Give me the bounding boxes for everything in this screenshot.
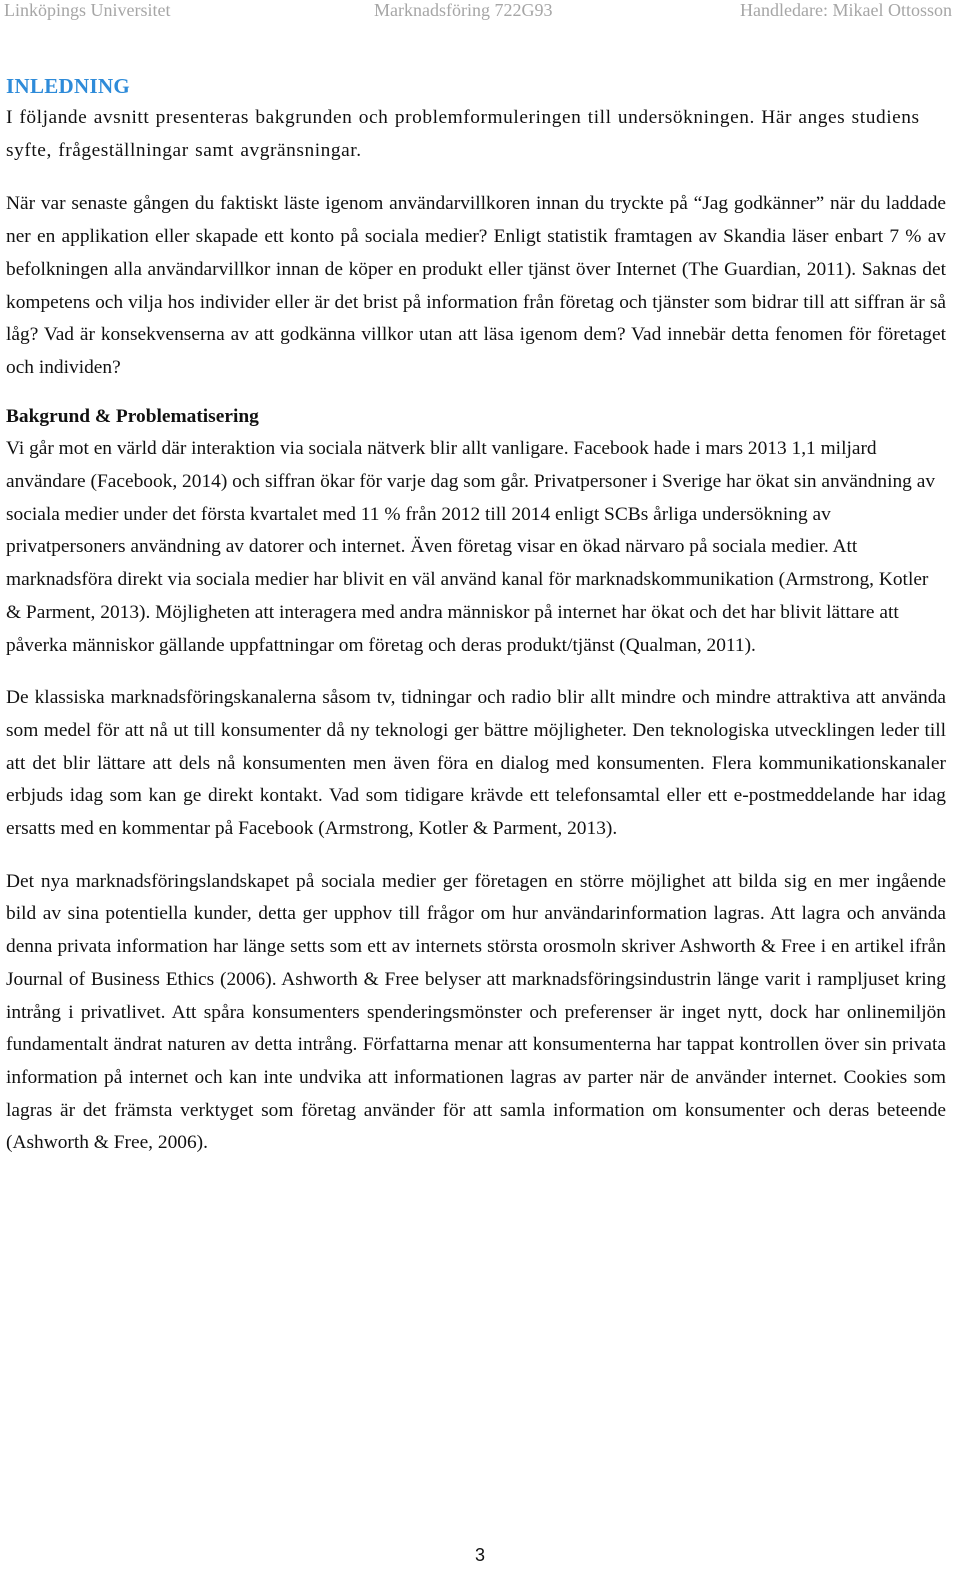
section-heading-bakgrund: Bakgrund & Problematisering	[6, 405, 259, 427]
page-number: 3	[474, 1545, 485, 1565]
paragraph-2: Vi går mot en värld där interaktion via sociala nätverk blir allt vanligare. Facebook hade i mars 2013 1,1 miljard användare (Facebook, 2014) och siffran ökar för varje dag som går. Privatpersoner i Sverige har ökat sin användning av sociala medier under det första kvartalet med 11 % från 2012 till 2014 enligt SCBs årliga undersökning av privatpersoners användning av datorer och internet. Även företag visar en ökad närvaro på sociala medier. Att marknadsföra direkt via sociala medier har blivit en väl använd kanal för marknadskommunikation (Armstrong, Kotler & Parment, 2013). Möjligheten att interagera med andra människor på internet har ökat och det har blivit lättare att påverka människor gällande uppfattningar om företag och deras produkt/tjänst (Qualman, 2011).	[6, 438, 936, 656]
header-course: Marknadsföring 722G93	[374, 0, 553, 20]
header-supervisor: Handledare: Mikael Ottosson	[740, 0, 952, 20]
paragraph-1: När var senaste gången du faktiskt läste igenom användarvillkoren innan du tryckte på “Jag godkänner” när du laddade ner en applikation eller skapade ett konto på sociala medier? Enligt statistik framtagen av Skandia läser enbart 7 % av befolkningen alla användarvillkor innan de köper en produkt eller tjänst över Internet (The Guardian, 2011). Saknas det kompetens och vilja hos individer eller är det brist på information från företag och tjänster som bidrar till att siffran är så låg? Vad är konsekvenserna av att godkänna villkor utan att läsa igenom dem? Vad innebär detta fenomen för företaget och individen?	[6, 193, 946, 378]
paragraph-3: De klassiska marknadsföringskanalerna såsom tv, tidningar och radio blir allt mindre och mindre attraktiva att använda som medel för att nå ut till konsumenter då ny teknologi ger bättre möjligheter. Den teknologiska utvecklingen leder till att det blir lättare att dels nå konsumenten men även föra en dialog med konsumenten. Flera kommunikationskanaler erbjuds idag som kan ge direkt kontakt. Vad som tidigare krävde ett telefonsamtal eller ett e-postmeddelande har idag ersatts med en kommentar på Facebook (Armstrong, Kotler & Parment, 2013).	[6, 687, 946, 840]
intro-paragraph: I följande avsnitt presenteras bakgrunden och problemformuleringen till undersökningen. Här anges studiens syfte, frågeställningar samt avgränsningar.	[6, 107, 920, 161]
page-body	[6, 70, 946, 1160]
section-heading-inledning: INLEDNING	[6, 74, 131, 98]
paragraph-4: Det nya marknadsföringslandskapet på sociala medier ger företagen en större möjlighet att bilda sig en mer ingående bild av sina potentiella kunder, detta ger upphov till frågor om hur användarinformation lagras. Att lagra och använda denna privata information har länge setts som ett av internets största orosmoln skriver Ashworth & Free i en artikel ifrån Journal of Business Ethics (2006). Ashworth & Free belyser att marknadsföringsindustrin länge varit i rampljuset kring intrång i privatlivet. Att spåra konsumenters spenderingsmönster och preferenser är inget nytt, dock har onlinemiljön fundamentalt ändrat naturen av detta intrång. Författarna menar att konsumenterna har tappat kontrollen över sin privata information på internet och kan inte undvika att informationen lagras av parter när de använder internet. Cookies som lagras är det främsta verktyget som företag använder för att samla information om konsumenter och deras beteende (Ashworth & Free, 2006).	[6, 870, 946, 1154]
header-university: Linköpings Universitet	[4, 0, 171, 20]
running-header	[0, 0, 960, 26]
